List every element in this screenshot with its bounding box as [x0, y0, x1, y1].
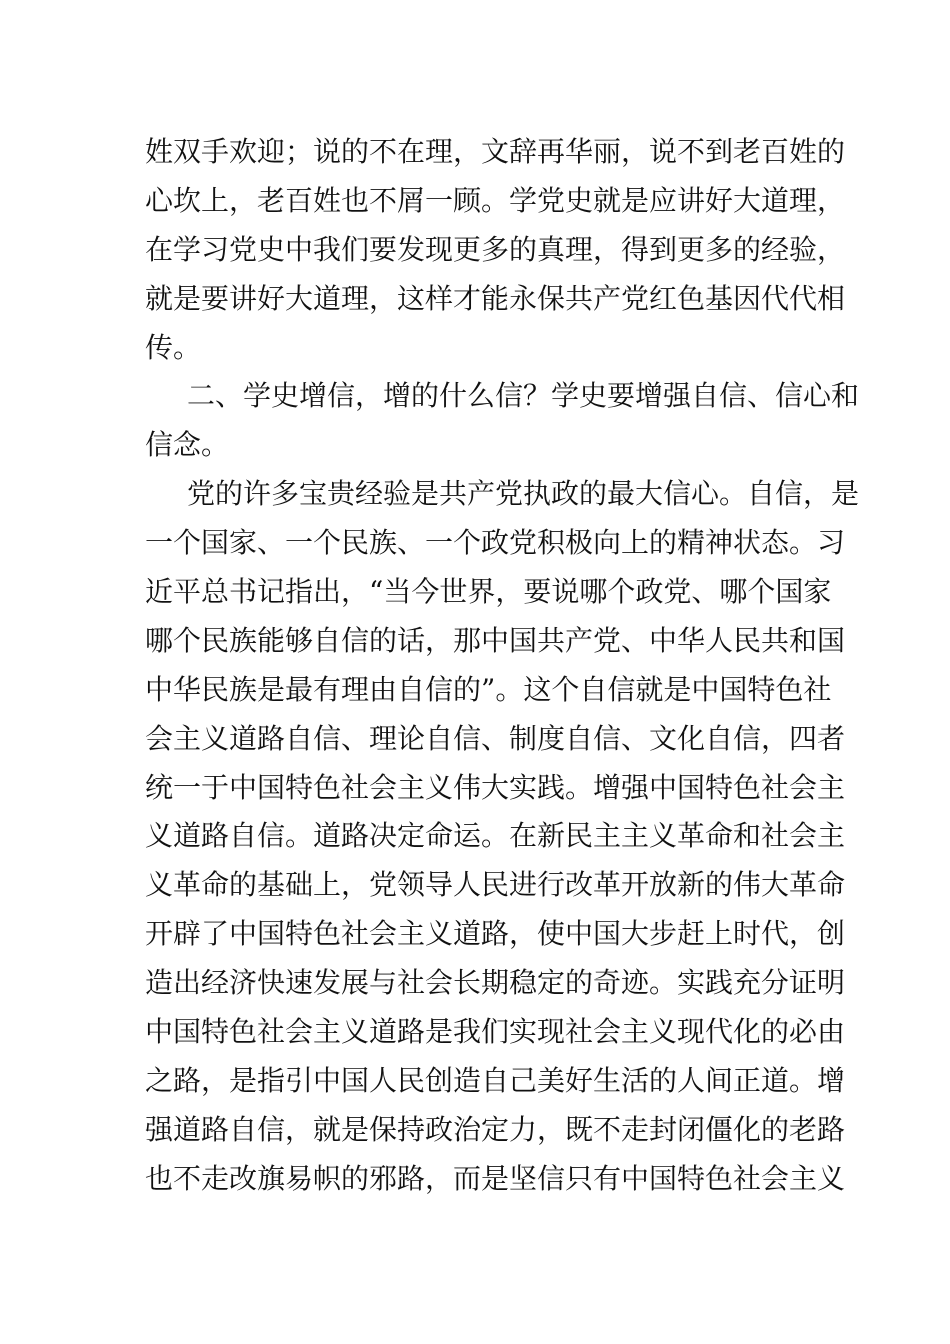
text-line: 开辟了中国特色社会主义道路，使中国大步赶上时代，创: [145, 917, 846, 951]
text-line: 一个国家、一个民族、一个政党积极向上的精神状态。习: [145, 526, 846, 560]
text-line: 会主义道路自信、理论自信、制度自信、文化自信，四者: [145, 721, 846, 755]
text-line: 之路，是指引中国人民创造自己美好生活的人间正道。增: [145, 1063, 846, 1097]
text-line: 也不走改旗易帜的邪路，而是坚信只有中国特色社会主义: [145, 1161, 846, 1195]
section-heading: 二、学史增信，增的什么信？学史要增强自信、信心和: [187, 379, 860, 413]
text-line: 信念。: [145, 428, 230, 462]
text-line: 义道路自信。道路决定命运。在新民主主义革命和社会主: [145, 819, 846, 853]
text-line: 造出经济快速发展与社会长期稳定的奇迹。实践充分证明: [145, 966, 846, 1000]
text-line: 就是要讲好大道理，这样才能永保共产党红色基因代代相: [145, 281, 846, 315]
text-line: 在学习党史中我们要发现更多的真理，得到更多的经验，: [145, 232, 846, 266]
text-line: 强道路自信，就是保持政治定力，既不走封闭僵化的老路: [145, 1112, 846, 1146]
text-line: 姓双手欢迎；说的不在理，文辞再华丽，说不到老百姓的: [145, 135, 846, 168]
text-line: 中华民族是最有理由自信的”。这个自信就是中国特色社: [145, 672, 832, 706]
text-line: 传。: [145, 330, 202, 364]
text-line: 哪个民族能够自信的话，那中国共产党、中华人民共和国: [145, 623, 846, 657]
text-line: 义革命的基础上，党领导人民进行改革开放新的伟大革命: [145, 868, 846, 902]
text-line: 统一于中国特色社会主义伟大实践。增强中国特色社会主: [145, 770, 846, 804]
body-text: [145, 128, 860, 1204]
paragraph-start: 党的许多宝贵经验是共产党执政的最大信心。自信，是: [187, 477, 860, 511]
text-line: 心坎上，老百姓也不屑一顾。学党史就是应讲好大道理，: [145, 183, 846, 217]
text-line: 近平总书记指出，“当今世界，要说哪个政党、哪个国家: [145, 575, 832, 609]
text-line: 中国特色社会主义道路是我们实现社会主义现代化的必由: [145, 1015, 846, 1049]
